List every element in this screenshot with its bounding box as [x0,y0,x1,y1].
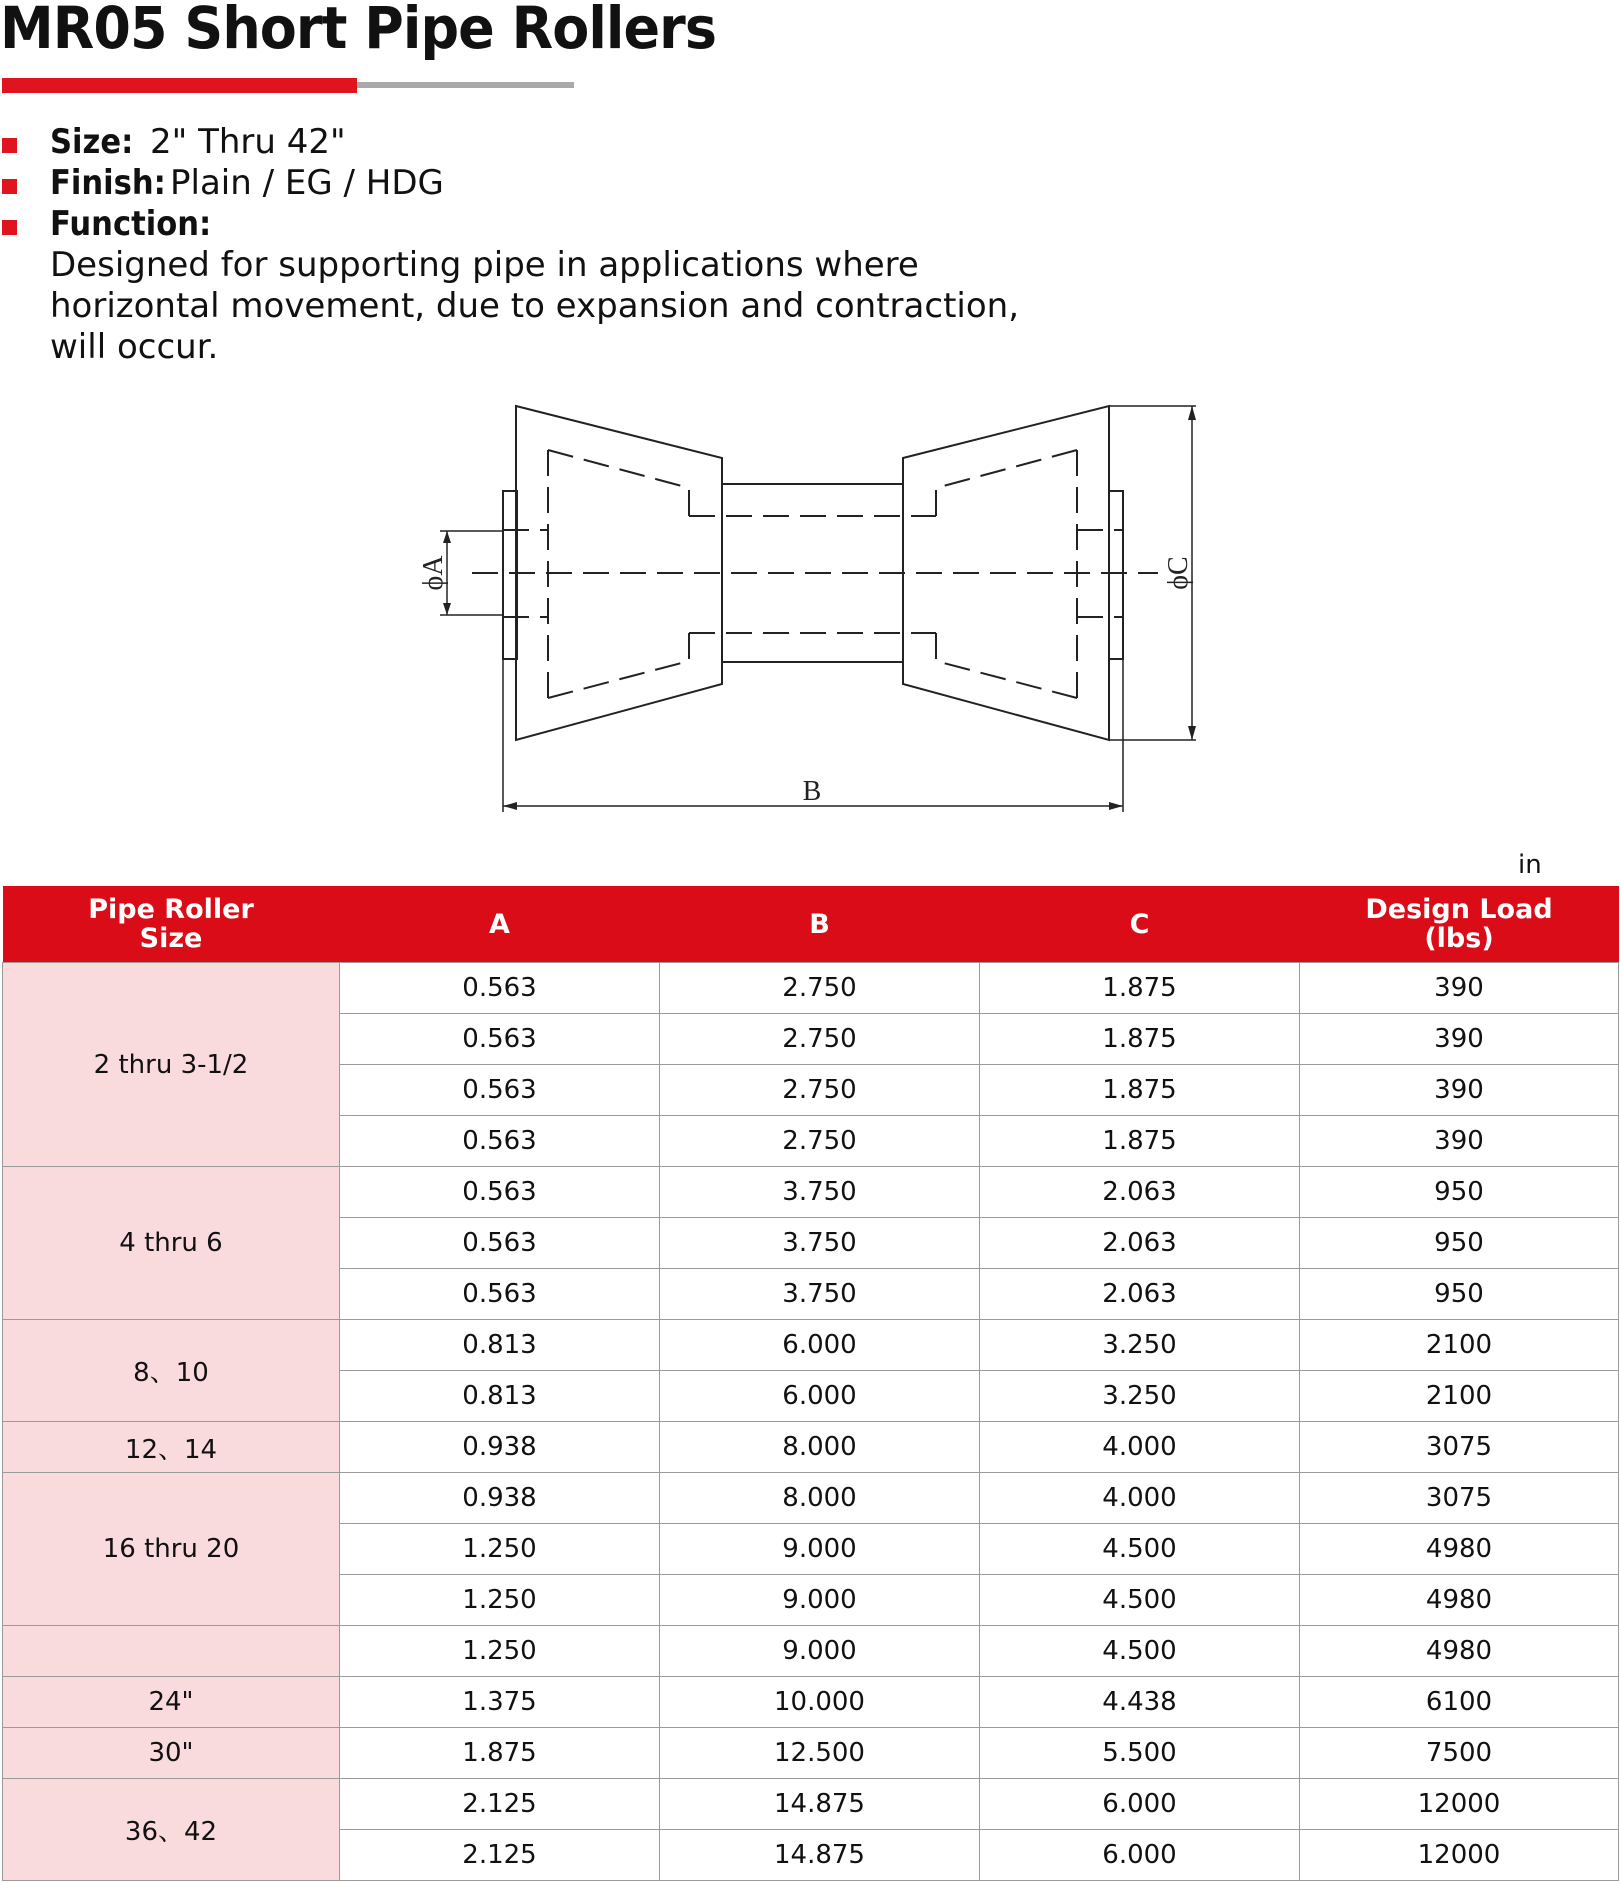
cell-b: 14.875 [660,1830,980,1881]
cell-c: 2.063 [980,1167,1300,1218]
cell-b: 3.750 [660,1167,980,1218]
cell-c: 1.875 [980,1065,1300,1116]
cell-a: 0.813 [340,1371,660,1422]
cell-pipe-size [3,1626,340,1677]
cell-a: 1.375 [340,1677,660,1728]
cell-c: 1.875 [980,1014,1300,1065]
table-row [3,1422,1619,1473]
cell-pipe-size: 4 thru 6 [3,1167,340,1320]
cell-c: 2.063 [980,1218,1300,1269]
cell-b: 6.000 [660,1320,980,1371]
cell-a: 0.563 [340,963,660,1014]
cell-design-load: 950 [1300,1167,1619,1218]
unit-label: in [1518,850,1542,880]
cell-pipe-size: 2 thru 3-1/2 [3,963,340,1167]
cell-pipe-size: 30" [3,1728,340,1779]
header-load: Design Load (lbs) [1300,886,1619,963]
cell-a: 0.563 [340,1167,660,1218]
table-row [3,1728,1619,1779]
cell-design-load: 12000 [1300,1779,1619,1830]
cell-pipe-size: 8、10 [3,1320,340,1422]
table-row [3,963,1619,1014]
cell-b: 9.000 [660,1575,980,1626]
cell-a: 2.125 [340,1779,660,1830]
cell-pipe-size: 36、42 [3,1779,340,1881]
cell-b: 3.750 [660,1218,980,1269]
cell-design-load: 4980 [1300,1575,1619,1626]
dim-label-b: B [802,776,822,807]
dim-label-c: ϕC [1163,556,1194,590]
cell-design-load: 390 [1300,1116,1619,1167]
cell-a: 1.250 [340,1575,660,1626]
cell-a: 1.250 [340,1626,660,1677]
cell-a: 0.813 [340,1320,660,1371]
spec-size-value: 2" Thru 42" [150,122,346,162]
cell-a: 0.938 [340,1473,660,1524]
cell-c: 4.000 [980,1473,1300,1524]
cell-design-load: 950 [1300,1269,1619,1320]
cell-design-load: 390 [1300,1014,1619,1065]
cell-a: 1.250 [340,1524,660,1575]
cell-c: 5.500 [980,1728,1300,1779]
table-header-row [3,886,1619,963]
cell-b: 6.000 [660,1371,980,1422]
cell-design-load: 3075 [1300,1422,1619,1473]
cell-b: 9.000 [660,1524,980,1575]
cell-c: 3.250 [980,1320,1300,1371]
dim-label-a: ϕA [418,555,449,591]
cell-b: 2.750 [660,1116,980,1167]
cell-b: 2.750 [660,1014,980,1065]
table-row [3,1677,1619,1728]
cell-b: 8.000 [660,1473,980,1524]
cell-b: 9.000 [660,1626,980,1677]
cell-c: 1.875 [980,1116,1300,1167]
cell-design-load: 12000 [1300,1830,1619,1881]
cell-b: 3.750 [660,1269,980,1320]
page-title: MR05 Short Pipe Rollers [0,0,716,62]
cell-pipe-size: 16 thru 20 [3,1473,340,1626]
cell-c: 4.000 [980,1422,1300,1473]
spec-finish-value: Plain / EG / HDG [170,163,444,203]
cell-c: 4.438 [980,1677,1300,1728]
cell-b: 12.500 [660,1728,980,1779]
table-row [3,1473,1619,1524]
cell-design-load: 950 [1300,1218,1619,1269]
spec-finish-label: Finish: [50,163,166,203]
cell-design-load: 390 [1300,1065,1619,1116]
cell-b: 2.750 [660,963,980,1014]
cell-a: 0.938 [340,1422,660,1473]
roller-drawing [0,0,1620,840]
cell-c: 2.063 [980,1269,1300,1320]
cell-b: 2.750 [660,1065,980,1116]
table-row [3,1167,1619,1218]
cell-c: 4.500 [980,1524,1300,1575]
table-body [3,963,1619,1881]
cell-a: 2.125 [340,1830,660,1881]
cell-b: 10.000 [660,1677,980,1728]
cell-design-load: 390 [1300,963,1619,1014]
right-hub [1109,491,1123,659]
header-c: C [980,886,1300,963]
left-hub [503,491,517,659]
spec-function-text: Designed for supporting pipe in applications where horizontal movement, due to expansion and contraction, will occur. [50,245,1019,367]
spec-function-label: Function: [50,204,212,244]
cell-b: 8.000 [660,1422,980,1473]
cell-design-load: 2100 [1300,1371,1619,1422]
cell-design-load: 4980 [1300,1626,1619,1677]
spec-table [2,886,1619,1881]
header-size: Pipe Roller Size [3,886,340,963]
cell-a: 0.563 [340,1116,660,1167]
cell-pipe-size: 24" [3,1677,340,1728]
cell-c: 6.000 [980,1830,1300,1881]
cell-c: 4.500 [980,1575,1300,1626]
table-row [3,1779,1619,1830]
cell-design-load: 6100 [1300,1677,1619,1728]
cell-c: 6.000 [980,1779,1300,1830]
cell-a: 0.563 [340,1065,660,1116]
table-row [3,1626,1619,1677]
cell-pipe-size: 12、14 [3,1422,340,1473]
header-b: B [660,886,980,963]
cell-a: 0.563 [340,1014,660,1065]
cell-c: 3.250 [980,1371,1300,1422]
cell-a: 0.563 [340,1218,660,1269]
table-row [3,1320,1619,1371]
cell-a: 1.875 [340,1728,660,1779]
cell-design-load: 3075 [1300,1473,1619,1524]
cell-design-load: 2100 [1300,1320,1619,1371]
cell-b: 14.875 [660,1779,980,1830]
cell-design-load: 4980 [1300,1524,1619,1575]
header-a: A [340,886,660,963]
cell-a: 0.563 [340,1269,660,1320]
spec-size-label: Size: [50,122,134,162]
cell-c: 1.875 [980,963,1300,1014]
cell-design-load: 7500 [1300,1728,1619,1779]
cell-c: 4.500 [980,1626,1300,1677]
